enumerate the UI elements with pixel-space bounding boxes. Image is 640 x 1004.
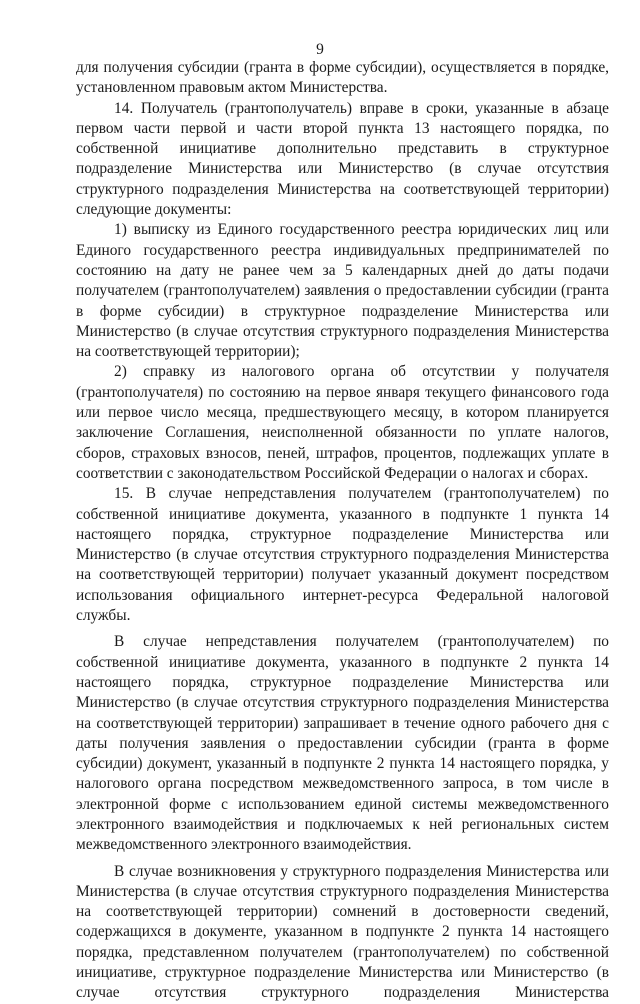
paragraph-clause-15-part-3: В случае возникновения у структурного подразделения Министерства или Министерства (в случае отсутствия структурного подразделения Министерства на соответствующей территории) сомнений в достоверности сведений, содержащихся в документе, указанном в подпункте 2 пункта 14 настоящего порядка, представленном получателем (грантополучателем) по собственной инициативе, структурное подразделение Министерства или Министерство (в случае отсутствия структурного подразделения Министерства xyxy=(76,862,609,1002)
paragraph-clause-15-part-2: В случае непредставления получателем (грантополучателем) по собственной инициативе документа, указанного в подпункте 2 пункта 14 настоящего порядка, структурное подразделение Министерства или Министерство (в случае отсутствия структурного подразделения Министерства на соответствующей территории) запрашивает в течение одного рабочего дня с даты получения заявления о предоставлении субсидии (гранта в форме субсидии) документ, указанный в подпункте 2 пункта 14 настоящего порядка, у налогового органа посредством межведомственного запроса, в том числе в электронной форме с использованием единой системы межведомственного электронного взаимодействия и подключаемых к ней региональных систем межведомственного электронного взаимодействия. xyxy=(76,633,609,854)
paragraph-subclause-2: 2) справку из налогового органа об отсутствии у получателя (грантополучателя) по состоянию на первое января текущего финансового года или первое число месяца, предшествующего месяцу, в котором планируется заключение Соглашения, неисполненной обязанности по уплате налогов, сборов, страховых взносов, пеней, штрафов, процентов, подлежащих уплате в соответствии с законодательством Российской Федерации о налогах и сборах. xyxy=(76,363,609,482)
paragraph-subclause-1: 1) выписку из Единого государственного реестра юридических лиц или Единого государственного реестра индивидуальных предпринимателей по состоянию на дату не ранее чем за 5 календарных дней до даты подачи получателем (грантополучателем) заявления о предоставлении субсидии (гранта в форме субсидии) в структурное подразделение Министерства или Министерство (в случае отсутствия структурного подразделения Министерства на соответствующей территории); xyxy=(76,221,609,361)
paragraph-clause-15: 15. В случае непредставления получателем (грантополучателем) по собственной инициативе документа, указанного в подпункте 1 пункта 14 настоящего порядка, структурное подразделение Министерства или Министерство (в случае отсутствия структурного подразделения Министерства на соответствующей территории) получает указанный документ посредством использования официального интернет-ресурса Федеральной налоговой службы. xyxy=(76,485,609,625)
paragraph-clause-14: 14. Получатель (грантополучатель) вправе в сроки, указанные в абзаце первом части первой и части второй пункта 13 настоящего порядка, по собственной инициативе дополнительно представить в структурное подразделение Министерства или Министерство (в случае отсутствия структурного подразделения Министерства на соответствующей территории) следующие документы: xyxy=(76,99,609,219)
document-body xyxy=(76,58,609,1004)
paragraph-continuation: для получения субсидии (гранта в форме субсидии), осуществляется в порядке, установленном правовым актом Министерства. xyxy=(76,59,609,97)
page-number: 9 xyxy=(316,41,324,58)
